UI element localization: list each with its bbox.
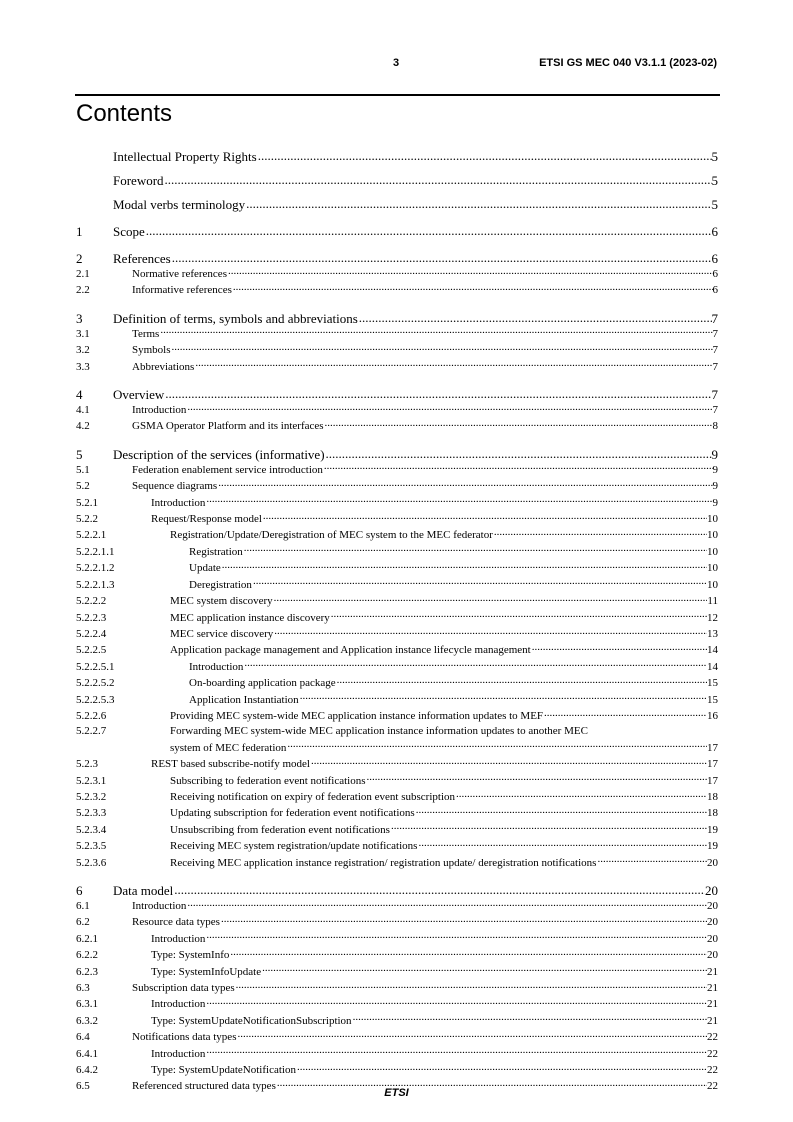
toc-leader-dots [164,172,712,185]
toc-entry[interactable] [76,148,718,164]
toc-entry[interactable]: 5.2.2.1.2 Update ..... 10 [76,560,718,576]
toc-entry-page: 13 [707,627,718,640]
toc-leader-dots [330,610,707,621]
toc-entry-number: 6.5 [76,1080,90,1093]
toc-entry-page: 11 [707,595,718,608]
toc-leader-dots [205,931,707,942]
toc-entry-continuation[interactable] [76,740,718,756]
toc-leader-dots [205,996,707,1007]
toc-leader-dots [205,1046,707,1057]
toc-spacer [76,435,718,446]
toc-entry-title: On-boarding application package [189,677,336,690]
toc-entry-title: Referenced structured data types [132,1080,276,1093]
toc-entry-title: Introduction [151,932,206,945]
toc-entry-page: 6 [712,284,718,297]
toc-leader-dots [145,223,712,236]
toc-leader-dots [531,642,707,653]
toc-leader-dots [235,980,707,991]
toc-entry[interactable]: 6.3.2 Type: SystemUpdateNotificationSubscription ..... 21 [76,1013,718,1029]
toc-entry-title: Type: SystemInfo [151,949,230,962]
toc-entry-number: 3.3 [76,360,90,373]
toc-entry-page: 5 [711,197,718,212]
toc-leader-dots [173,882,705,895]
toc-entry-number: 6.4 [76,1031,90,1044]
toc-entry-page: 8 [712,420,718,433]
toc-entry-number: 2.2 [76,284,90,297]
toc-leader-dots [325,446,712,459]
toc-entry-page: 6 [711,251,718,266]
toc-entry-title: Notifications data types [132,1031,237,1044]
toc-entry-title: Receiving notification on expiry of federation event subscription [170,790,456,803]
toc-entry-page: 14 [707,644,718,657]
toc-entry-title: Application package management and Application instance lifecycle management [170,644,531,657]
document-id: ETSI GS MEC 040 V3.1.1 (2023-02) [539,57,717,69]
toc-spacer [76,239,718,250]
toc-entry-number: 4.1 [76,404,90,417]
toc-entry-page: 19 [707,823,718,836]
toc-entry-title: MEC application instance discovery [170,611,330,624]
toc-entry-title: Scope [113,224,145,239]
toc-leader-dots [194,359,712,370]
toc-entry-title: Type: SystemInfoUpdate [151,965,262,978]
toc-entry[interactable]: 5.2.2.1.3 Deregistration ..... 10 [76,577,718,593]
toc-entry[interactable] [76,980,718,996]
toc-entry[interactable] [76,326,718,342]
toc-leader-dots [229,947,707,958]
toc-entry-page: 16 [707,709,718,722]
toc-entry-title: Application Instantiation [189,693,299,706]
toc-entry-number: 3 [76,310,83,326]
toc-leader-dots [323,462,713,473]
toc-entry[interactable] [76,882,718,898]
toc-entry[interactable]: 5.2.2.6 Providing MEC system-wide MEC application instance information updates to MEF ..... 16 [76,708,718,724]
toc-entry-title: Symbols [132,344,171,357]
toc-entry-title: Sequence diagrams [132,480,218,493]
toc-entry[interactable] [76,223,718,239]
toc-entry[interactable] [76,1029,718,1045]
toc-entry-title: Introduction [151,496,206,509]
toc-entry-page: 14 [707,660,718,673]
toc-entry[interactable] [76,418,718,434]
table-of-contents [76,148,718,1095]
toc-entry-title: Introduction [151,1047,206,1060]
toc-entry[interactable] [76,386,718,402]
toc-leader-dots [358,310,712,323]
toc-leader-dots [243,544,707,555]
toc-entry-page: 7 [712,360,718,373]
toc-leader-dots [252,577,707,588]
toc-entry[interactable]: 6.2.3 Type: SystemInfoUpdate ..... 21 [76,964,718,980]
toc-entry-page: 15 [707,693,718,706]
toc-entry-page: 7 [712,344,718,357]
toc-entry[interactable]: 5.2.3.5 Receiving MEC system registration/update notifications ..... 19 [76,838,718,854]
toc-entry-number: 4.2 [76,420,90,433]
toc-entry[interactable]: 5.2.3.4 Unsubscribing from federation event notifications ..... 19 [76,822,718,838]
toc-leader-dots [390,822,707,833]
toc-entry-page: 10 [707,529,718,542]
toc-entry-title: Introduction [132,900,187,912]
toc-leader-dots [205,495,712,506]
toc-entry-page: 21 [707,982,718,995]
toc-entry[interactable]: 6.3.1 Introduction ..... 21 [76,996,718,1012]
toc-leader-dots [232,282,713,293]
toc-entry-title: Data model [113,883,174,898]
toc-entry[interactable]: 5.2.2.2 MEC system discovery ..... 11 [76,593,718,609]
toc-spacer [76,375,718,386]
toc-leader-dots [257,148,712,161]
toc-entry-page: 18 [707,790,718,803]
toc-entry[interactable]: 5.2.2.5.2 On-boarding application package ..... 15 [76,675,718,691]
toc-leader-dots [455,789,707,800]
toc-leader-dots [171,250,712,263]
toc-entry[interactable]: 5.2.3.1 Subscribing to federation event notifications ..... 17 [76,773,718,789]
toc-entry[interactable]: 5.2.2 Request/Response model ..... 10 [76,511,718,527]
toc-leader-dots [493,527,707,538]
toc-entry[interactable]: 5.2.3.6 Receiving MEC application instance registration/ registration update/ deregistration notifications ..... 20 [76,855,718,871]
toc-entry[interactable]: 6.4.1 Introduction ..... 22 [76,1046,718,1062]
toc-entry[interactable]: 6.2.1 Introduction ..... 20 [76,931,718,947]
toc-leader-dots [543,708,707,719]
toc-entry[interactable]: 5.2.3.3 Updating subscription for federation event notifications ..... 18 [76,805,718,821]
toc-spacer [76,871,718,882]
toc-leader-dots [164,386,711,399]
toc-entry[interactable] [76,342,718,358]
toc-leader-dots [310,756,707,767]
toc-entry-number: 5 [76,446,83,462]
toc-entry-title: Federation enablement service introduction [132,463,323,476]
toc-entry[interactable]: 5.2.3 REST based subscribe-notify model ..... 17 [76,756,718,772]
toc-leader-dots [336,675,707,686]
toc-entry-page: 10 [707,562,718,575]
toc-entry-number: 6 [76,883,83,898]
toc-entry-number: 3.1 [76,327,90,340]
toc-entry-page: 10 [707,513,718,526]
toc-entry-page: 22 [707,1031,718,1044]
toc-leader-dots [220,914,707,925]
toc-entry-page: 7 [712,327,718,340]
toc-entry[interactable]: 5.2.2.4 MEC service discovery ..... 13 [76,626,718,642]
toc-leader-dots [299,692,707,703]
toc-entry-page: 9 [712,463,718,476]
toc-leader-dots [596,855,707,866]
toc-entry-page: 7 [711,387,718,403]
toc-entry-title: MEC service discovery [170,627,274,640]
toc-entry[interactable]: 6.2.2 Type: SystemInfo ..... 20 [76,947,718,963]
toc-entry-number: 1 [76,224,83,239]
toc-entry[interactable] [76,478,718,494]
toc-entry-number: 6.2 [76,916,90,929]
toc-entry-page: 12 [707,611,718,624]
toc-leader-dots [324,418,713,429]
toc-leader-dots [352,1013,707,1024]
toc-leader-dots [171,342,713,353]
toc-entry[interactable]: 5.2.2.7 Forwarding MEC system-wide MEC application instance information updates to another MEC [76,724,718,739]
toc-entry-title: Subscription data types [132,982,235,995]
toc-entry-page: 20 [707,949,718,962]
toc-entry-title: Description of the services (informative) [113,446,325,462]
toc-entry-number: 5.2 [76,480,90,493]
toc-entry[interactable]: 5.2.2.3 MEC application instance discovery ..... 12 [76,610,718,626]
toc-entry-page: 7 [711,310,718,326]
toc-entry-number: 2.1 [76,268,90,280]
toc-entry-page: 5 [711,173,718,188]
toc-entry-title: Type: SystemUpdateNotificationSubscription [151,1014,352,1027]
toc-entry-number: 3.2 [76,344,90,357]
toc-entry-page: 9 [712,496,718,509]
toc-entry[interactable] [76,266,718,282]
toc-entry-title: Subscribing to federation event notifications [170,774,366,787]
toc-entry[interactable] [76,359,718,375]
toc-entry-page: 6 [712,268,718,280]
toc-entry-title: Request/Response model [151,513,262,526]
toc-entry-page: 10 [707,578,718,591]
toc-entry-title: Resource data types [132,916,220,929]
toc-entry-title: Abbreviations [132,360,195,373]
toc-entry-number: 4 [76,387,83,403]
toc-entry-number: 5.1 [76,463,90,476]
footer-etsi: ETSI [384,1087,409,1099]
toc-entry-title: Updating subscription for federation event notifications [170,807,415,820]
toc-entry-number: 2 [76,251,83,266]
toc-entry-page: 17 [707,774,718,787]
toc-spacer [76,164,718,172]
toc-entry-title: Foreword [113,173,164,188]
toc-spacer [76,188,718,196]
toc-entry-title: Informative references [132,284,232,297]
toc-leader-dots [261,964,707,975]
toc-entry[interactable] [76,898,718,914]
toc-entry-title: Registration/Update/Deregistration of MEC system to the MEC federator [170,529,493,542]
toc-entry[interactable] [76,462,718,478]
toc-entry-title-continued: system of MEC federation [170,741,287,754]
toc-leader-dots [227,266,713,277]
toc-entry-title: MEC system discovery [170,595,273,608]
toc-entry-page: 22 [707,1064,718,1077]
toc-entry[interactable] [76,250,718,266]
toc-entry-page: 9 [711,446,718,462]
toc-entry-title: Forwarding MEC system-wide MEC application instance information updates to another MEC [170,725,588,738]
page-number: 3 [393,57,400,69]
toc-spacer [76,299,718,310]
toc-leader-dots [296,1062,707,1073]
toc-entry-title: Introduction [151,998,206,1011]
toc-leader-dots [221,560,707,571]
toc-leader-dots [273,593,708,604]
toc-entry-title: Receiving MEC application instance registration/ registration update/ deregistration notifications [170,856,597,869]
toc-leader-dots [415,805,707,816]
toc-entry-title: Introduction [189,660,244,673]
toc-entry-page: 20 [707,932,718,945]
toc-entry-page: 18 [707,807,718,820]
toc-entry-title: Overview [113,387,165,403]
toc-entry[interactable]: 5.2.2.1.1 Registration ..... 10 [76,544,718,560]
toc-leader-dots [159,326,712,337]
toc-entry[interactable] [76,172,718,188]
toc-leader-dots [186,402,712,413]
toc-entry-title: Introduction [132,404,187,417]
toc-entry-title: References [113,251,171,266]
toc-entry-page: 21 [707,1014,718,1027]
toc-leader-dots [243,659,707,670]
toc-entry[interactable]: 5.2.2.5 Application package management and Application instance lifecycle management ..... 14 [76,642,718,658]
toc-entry-page: 17 [707,758,718,771]
toc-leader-dots [236,1029,707,1040]
toc-entry-title: Receiving MEC system registration/update notifications [170,840,418,853]
page-title: Contents [76,100,173,127]
toc-entry-number: 6.1 [76,900,90,912]
toc-entry-page: 22 [707,1047,718,1060]
toc-entry[interactable] [76,446,718,462]
toc-entry-page: 9 [712,480,718,493]
toc-entry-title: Normative references [132,268,227,280]
toc-entry-title: Intellectual Property Rights [113,149,257,164]
toc-entry[interactable]: 5.2.2.5.1 Introduction ..... 14 [76,659,718,675]
toc-entry-page: 21 [707,965,718,978]
header-rule [75,94,720,96]
toc-leader-dots [186,898,707,909]
toc-entry[interactable]: 5.2.2.5.3 Application Instantiation ..... 15 [76,692,718,708]
toc-entry-page: 10 [707,545,718,558]
toc-entry-title: Deregistration [189,578,252,591]
toc-spacer [76,212,718,223]
toc-entry-page: 17 [707,741,718,754]
toc-entry-page: 20 [707,900,718,912]
toc-entry-title: REST based subscribe-notify model [151,758,310,771]
toc-entry[interactable] [76,196,718,212]
toc-entry-title: GSMA Operator Platform and its interfaces [132,420,324,433]
toc-entry[interactable]: 5.2.3.2 Receiving notification on expiry of federation event subscription ..... 18 [76,789,718,805]
toc-entry-title: Terms [132,327,160,340]
toc-entry[interactable] [76,310,718,326]
toc-entry[interactable] [76,282,718,298]
toc-entry-page: 20 [707,916,718,929]
toc-entry[interactable]: 5.2.2.1 Registration/Update/Deregistration of MEC system to the MEC federator ..... 10 [76,527,718,543]
toc-entry[interactable] [76,914,718,930]
toc-entry-title: Update [189,562,221,575]
toc-entry-page: 5 [711,149,718,164]
toc-entry[interactable] [76,402,718,418]
toc-entry-page: 15 [707,677,718,690]
toc-entry-page: 20 [707,856,718,869]
toc-entry-page: 7 [712,404,718,417]
toc-leader-dots [273,626,707,637]
toc-entry-number: 6.3 [76,982,90,995]
toc-entry-title: Type: SystemUpdateNotification [151,1064,296,1077]
toc-entry-page: 20 [705,883,718,898]
toc-entry-page: 21 [707,998,718,1011]
toc-entry-title: Unsubscribing from federation event notifications [170,823,390,836]
toc-entry-title: Definition of terms, symbols and abbreviations [113,310,358,326]
toc-leader-dots [417,838,707,849]
toc-leader-dots [217,478,712,489]
toc-entry-page: 22 [707,1080,718,1093]
toc-entry-title: Modal verbs terminology [113,197,246,212]
toc-leader-dots [366,773,707,784]
toc-entry-page: 19 [707,840,718,853]
toc-leader-dots [286,740,707,751]
toc-entry[interactable]: 5.2.1 Introduction ..... 9 [76,495,718,511]
toc-entry[interactable]: 6.4.2 Type: SystemUpdateNotification ..... 22 [76,1062,718,1078]
toc-leader-dots [262,511,707,522]
toc-entry-page: 6 [711,224,718,239]
toc-leader-dots [245,196,711,209]
toc-entry-title: Registration [189,545,243,558]
toc-entry-title: Providing MEC system-wide MEC application instance information updates to MEF [170,709,544,722]
